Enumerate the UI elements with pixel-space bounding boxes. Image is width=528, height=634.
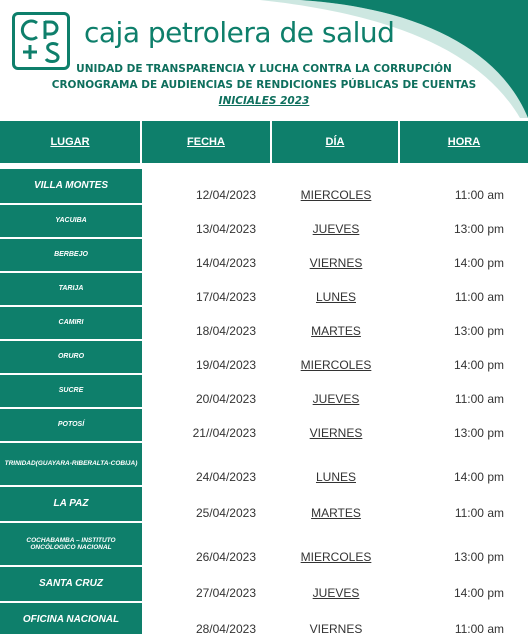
cell-lugar: BERBEJO [0,239,142,273]
cell-fecha: 18/04/2023 [195,324,256,338]
cell-hora: 14:00 pm [453,470,504,484]
table-row [0,205,528,239]
schedule-subtitle: INICIALES 2023 [218,95,310,107]
cell-lugar: CAMIRI [0,307,142,341]
table-row [0,169,528,205]
cell-lugar: POTOSÍ [0,409,142,443]
table-row [0,443,528,487]
cell-hora: 11:00 am [454,290,504,304]
cell-dia: JUEVES [312,222,360,236]
cell-fecha: 25/04/2023 [195,506,256,520]
table-header-row [0,121,528,165]
cell-dia: MIERCOLES [300,550,372,564]
logo-cps-icon [15,15,67,67]
cell-fecha: 27/04/2023 [195,586,256,600]
cell-lugar: SANTA CRUZ [0,567,142,603]
table-row [0,567,528,603]
cell-lugar: SUCRE [0,375,142,409]
cell-lugar: VILLA MONTES [0,169,142,205]
cell-dia: JUEVES [312,392,360,406]
table-row [0,273,528,307]
cell-hora: 14:00 pm [453,256,504,270]
brand-logo [12,12,70,70]
table-row [0,603,528,634]
cell-fecha: 26/04/2023 [195,550,256,564]
table-row [0,341,528,375]
table-row [0,523,528,567]
document-header [0,0,528,118]
cell-lugar: TRINIDAD(GUAYARA-RIBERALTA-COBIJA) [0,443,142,487]
column-header-fecha: FECHA [142,121,272,165]
cell-lugar: LA PAZ [0,487,142,523]
cell-dia: VIERNES [309,256,363,270]
cell-dia: VIERNES [309,426,363,440]
cell-dia: JUEVES [312,586,360,600]
cell-lugar: YACUIBA [0,205,142,239]
column-header-lugar: LUGAR [0,121,142,165]
column-header-hora: HORA [400,121,528,165]
column-header-dia: DÍA [272,121,400,165]
cell-fecha: 17/04/2023 [195,290,256,304]
cell-fecha: 28/04/2023 [195,622,256,634]
table-row [0,375,528,409]
cell-hora: 13:00 pm [453,324,504,338]
table-row [0,307,528,341]
schedule-table [0,121,528,634]
cell-hora: 13:00 pm [453,550,504,564]
cell-dia: MIERCOLES [300,358,372,372]
cell-hora: 11:00 am [454,392,504,406]
cell-fecha: 24/04/2023 [195,470,256,484]
cell-dia: VIERNES [309,622,363,634]
cell-fecha: 13/04/2023 [195,222,256,236]
unit-title: UNIDAD DE TRANSPARENCIA Y LUCHA CONTRA LA CORRUPCIÓN [76,63,452,75]
cell-lugar: OFICINA NACIONAL [0,603,142,634]
brand-name: caja petrolera de salud [84,16,395,49]
cell-fecha: 12/04/2023 [195,188,256,202]
cell-lugar: ORURO [0,341,142,375]
schedule-title: CRONOGRAMA DE AUDIENCIAS DE RENDICIONES PÚBLICAS DE CUENTAS [51,79,477,91]
cell-dia: MARTES [311,324,361,338]
cell-hora: 13:00 pm [453,426,504,440]
cell-lugar: TARIJA [0,273,142,307]
cell-fecha: 20/04/2023 [195,392,256,406]
cell-dia: LUNES [315,290,356,304]
cell-dia: LUNES [315,470,356,484]
cell-hora: 11:00 am [454,506,504,520]
cell-fecha: 14/04/2023 [195,256,256,270]
cell-hora: 11:00 am [454,188,504,202]
cell-hora: 11:00 am [454,622,504,634]
cell-dia: MARTES [311,506,361,520]
table-row [0,487,528,523]
cell-hora: 14:00 pm [453,358,504,372]
cell-fecha: 21//04/2023 [192,426,256,440]
table-row [0,409,528,443]
cell-dia: MIERCOLES [300,188,372,202]
cell-lugar: COCHABAMBA – INSTITUTO ONCÓLOGICO NACIONAL [0,523,142,567]
cell-fecha: 19/04/2023 [195,358,256,372]
cell-hora: 14:00 pm [453,586,504,600]
table-row [0,239,528,273]
cell-hora: 13:00 pm [453,222,504,236]
